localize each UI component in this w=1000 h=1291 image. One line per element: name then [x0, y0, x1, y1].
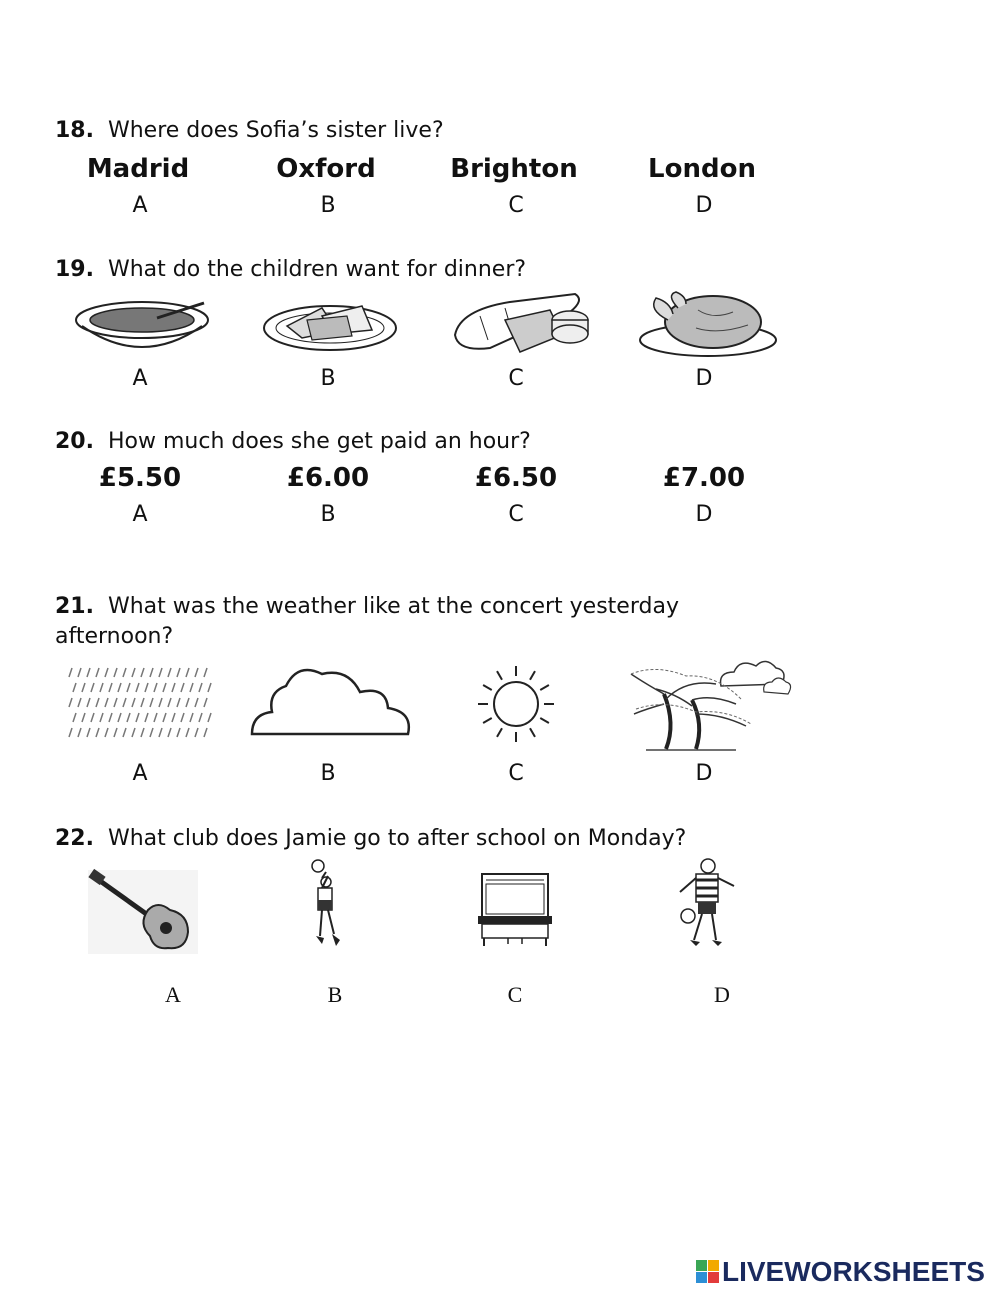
option-d-letter: D — [695, 761, 713, 786]
question-18 — [55, 118, 444, 143]
option-b-label[interactable]: £6.00 — [286, 463, 370, 493]
cloud-icon[interactable] — [248, 662, 412, 742]
option-d-label[interactable]: London — [648, 154, 756, 184]
question-number: 18. — [55, 118, 94, 143]
option-d-letter: D — [695, 193, 713, 218]
question-20 — [55, 429, 531, 454]
option-a-letter: A — [132, 193, 148, 218]
roast-chicken-icon[interactable] — [638, 290, 778, 360]
sandwiches-plate-icon[interactable] — [262, 296, 398, 356]
option-c-letter: C — [508, 502, 524, 527]
option-b-letter: B — [320, 761, 336, 786]
question-22 — [55, 826, 686, 851]
piano-icon[interactable] — [478, 872, 552, 948]
option-a-letter: A — [132, 502, 148, 527]
option-b-letter: B — [327, 982, 343, 1007]
option-a-label[interactable]: Madrid — [86, 154, 190, 184]
option-a-letter: A — [165, 982, 181, 1007]
question-number: 21. — [55, 594, 94, 619]
question-number: 22. — [55, 826, 94, 851]
question-19 — [55, 257, 526, 282]
option-b-label[interactable]: Oxford — [276, 154, 376, 184]
option-b-letter: B — [320, 366, 336, 391]
sun-icon[interactable] — [474, 662, 558, 746]
football-player-icon[interactable] — [672, 856, 744, 950]
option-d-letter: D — [695, 366, 713, 391]
guitar-icon[interactable] — [88, 870, 198, 954]
question-text: What was the weather like at the concert yesterday — [107, 594, 679, 619]
question-number: 20. — [55, 429, 94, 454]
option-d-letter: D — [714, 982, 730, 1007]
bread-cheese-icon[interactable] — [450, 290, 590, 356]
option-a-letter: A — [132, 366, 148, 391]
rain-icon[interactable] — [66, 664, 212, 744]
option-c-letter: C — [508, 761, 524, 786]
option-d-label[interactable]: £7.00 — [662, 463, 746, 493]
question-text: What do the children want for dinner? — [107, 257, 527, 282]
option-a-letter: A — [132, 761, 148, 786]
option-b-letter: B — [320, 193, 336, 218]
option-a-label[interactable]: £5.50 — [98, 463, 182, 493]
option-c-label[interactable]: £6.50 — [474, 463, 558, 493]
option-c-letter: C — [507, 982, 523, 1007]
question-text: Where does Sofia’s sister live? — [107, 118, 444, 143]
option-c-label[interactable]: Brighton — [450, 154, 578, 184]
logo-text: LIVEWORKSHEETS — [722, 1256, 985, 1287]
logo-blocks-icon — [696, 1260, 720, 1284]
option-b-letter: B — [320, 502, 336, 527]
question-21-continued: afternoon? — [55, 624, 174, 649]
question-text: How much does she get paid an hour? — [107, 429, 531, 454]
basketball-player-icon[interactable] — [300, 860, 360, 954]
question-text: What club does Jamie go to after school on Monday? — [107, 826, 687, 851]
liveworksheets-logo — [696, 1256, 996, 1288]
option-c-letter: C — [508, 193, 524, 218]
option-d-letter: D — [695, 502, 713, 527]
option-c-letter: C — [508, 366, 524, 391]
question-21 — [55, 594, 679, 619]
question-number: 19. — [55, 257, 94, 282]
soup-bowl-icon[interactable] — [72, 298, 212, 358]
windy-trees-icon[interactable] — [626, 654, 786, 754]
